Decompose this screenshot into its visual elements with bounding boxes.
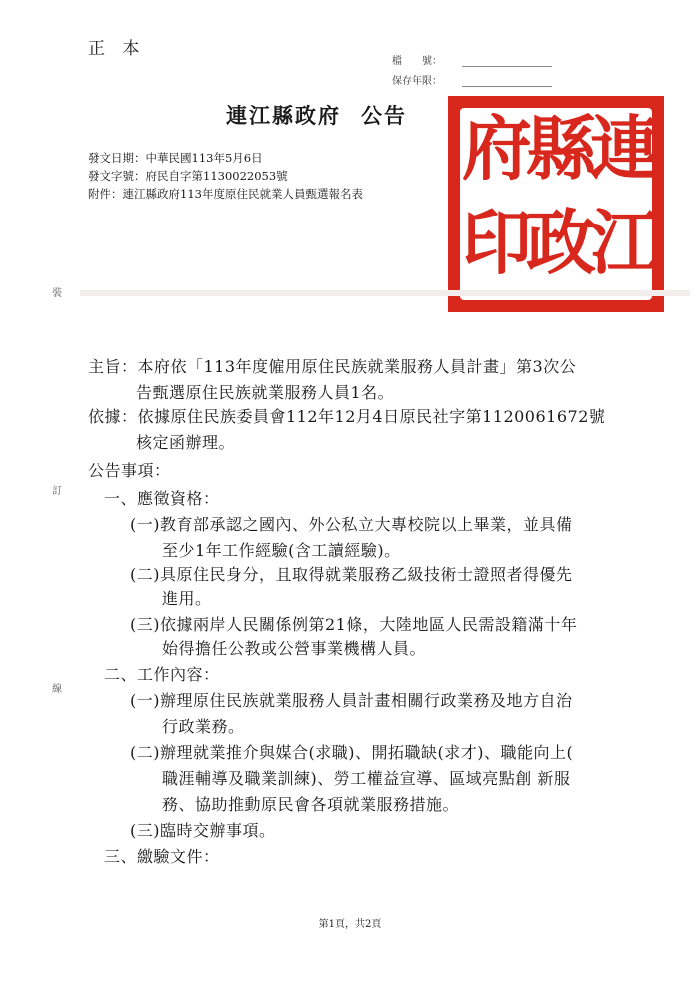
list-item: (一)教育部承認之國內、外公私立大專校院以上畢業，並具備 [130,515,573,534]
issue-date: 發文日期：中華民國113年5月6日 [88,151,263,165]
seal-face [460,107,660,300]
list-item: 行政業務。 [162,717,245,736]
list-item: 至少1年工作經驗(含工讀經驗)。 [162,541,401,560]
copy-label: 正 本 [88,39,146,59]
binding-mark: 線 [52,684,62,695]
faint-scan-band [80,290,690,296]
agency-name: 連江縣政府 [226,103,341,128]
list-item: (三)依據兩岸人民關係例第21條，大陸地區人民需設籍滿十年 [130,615,578,634]
seal-char: 政 [526,201,596,284]
seal-char: 連 [590,107,660,190]
page-number: 第1頁，共2頁 [318,919,382,930]
retention-blank [462,76,552,87]
subject-line: 告甄選原住民族就業服務人員1名。 [136,383,395,402]
list-item: (二)具原住民身分，且取得就業服務乙級技術士證照者得優先 [130,565,573,584]
seal-char: 印 [462,201,532,284]
file-number-label: 檔 號： [392,56,442,67]
binding-mark: 訂 [52,486,62,497]
section-heading: 一、應徵資格： [104,489,220,508]
seal-char: 江 [590,201,660,284]
retention-label: 保存年限： [392,76,442,87]
list-item: (三)臨時交辦事項。 [130,821,276,840]
section-heading: 三、繳驗文件： [104,847,220,866]
list-item: 職涯輔導及職業訓練)、勞工權益宣導、區域亮點創 新服 [162,769,571,788]
list-item: 務、協助推動原民會各項就業服務措施。 [162,795,460,814]
binding-mark: 裝 [52,288,62,299]
document-type: 公告 [361,103,407,128]
file-number-field [392,52,552,67]
list-item: 始得擔任公教或公營事業機構人員。 [162,639,427,658]
file-number-blank [462,56,552,67]
section-heading: 二、工作內容： [104,665,220,684]
list-item: (二)辦理就業推介與媒合(求職)、開拓職缺(求才)、職能向上( [130,743,574,762]
list-item: (一)辦理原住民族就業服務人員計畫相關行政業務及地方自治 [130,691,573,710]
list-item: 進用。 [162,589,212,608]
basis-line: 依據：依據原住民族委員會112年12月4日原民社字第1120061672號 [88,407,606,426]
basis-line: 核定函辦理。 [136,433,236,452]
official-seal [448,96,664,312]
attachment: 附件：連江縣政府113年度原住民就業人員甄選報名表 [88,187,363,201]
issue-number: 發文字號：府民自字第1130022053號 [88,169,288,183]
document-title [226,100,407,130]
seal-char: 府 [462,107,532,190]
retention-field [392,72,552,87]
notice-heading: 公告事項： [88,461,171,480]
subject-line: 主旨：本府依「113年度僱用原住民族就業服務人員計畫」第3次公 [88,357,577,376]
seal-char: 縣 [526,107,596,190]
